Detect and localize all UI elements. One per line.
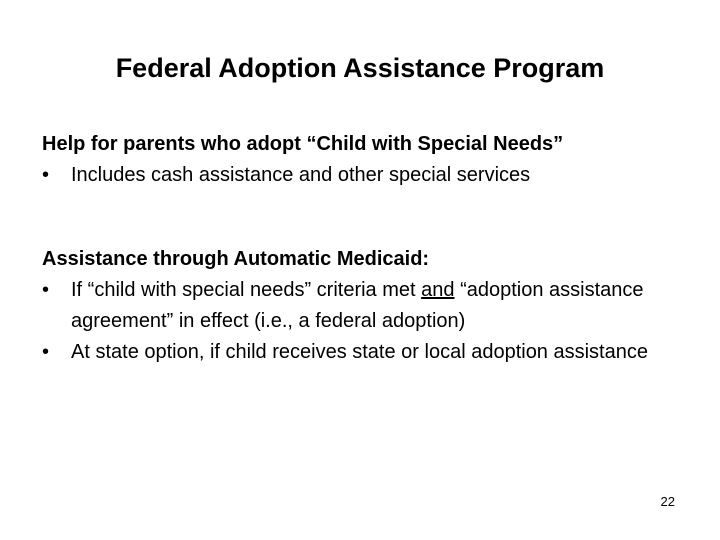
slide-title: Federal Adoption Assistance Program xyxy=(115,53,605,83)
bullet-list xyxy=(42,275,682,368)
section-special-needs xyxy=(42,129,682,191)
bullet-icon: • xyxy=(42,279,50,301)
bullet-text-before: If “child with special needs” criteria met xyxy=(71,279,422,301)
bullet-item xyxy=(42,275,682,337)
section-heading: Assistance through Automatic Medicaid: xyxy=(42,248,430,270)
emphasis-and: and xyxy=(421,279,455,301)
bullet-text: At state option, if child receives state or local adoption assistance xyxy=(71,341,648,363)
bullet-item xyxy=(42,160,682,191)
page-number: 22 xyxy=(660,494,675,509)
bullet-text: Includes cash assistance and other special services xyxy=(71,164,531,186)
bullet-icon: • xyxy=(42,164,50,186)
bullet-list xyxy=(42,160,682,191)
section-automatic-medicaid xyxy=(42,244,682,368)
bullet-icon: • xyxy=(42,341,50,363)
bullet-text-after: “adoption assistance agreement” in effect (i.e., a federal adoption) xyxy=(71,279,644,332)
section-heading: Help for parents who adopt “Child with Special Needs” xyxy=(42,133,564,155)
bullet-item xyxy=(42,337,682,368)
